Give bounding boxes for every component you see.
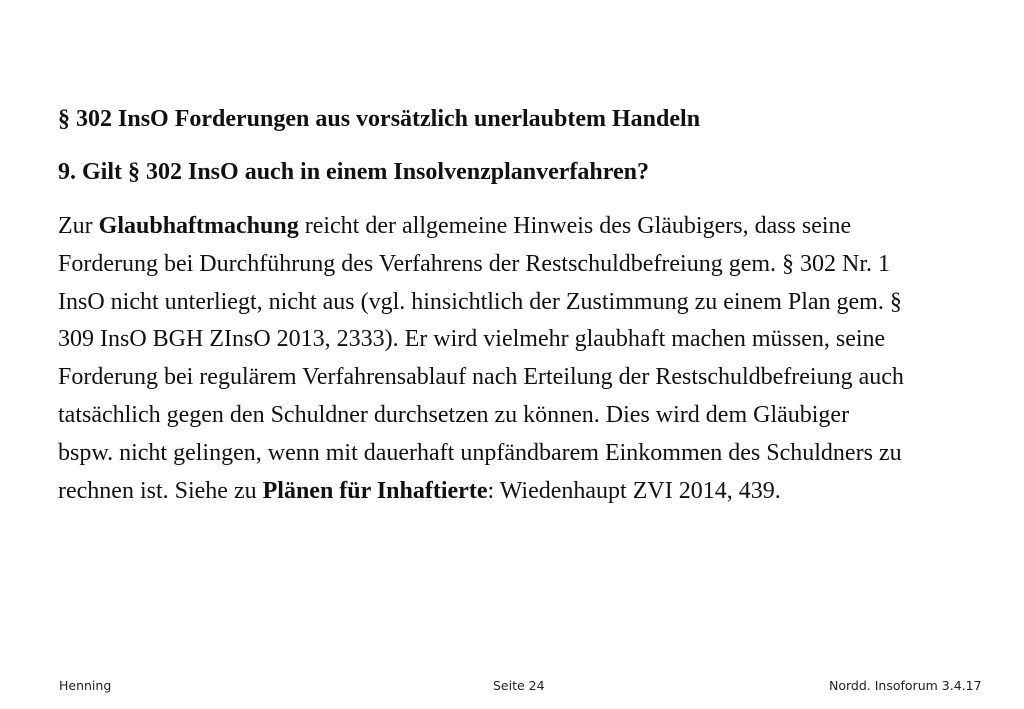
paragraph-line: InsO nicht unterliegt, nicht aus (vgl. hinsichtlich der Zustimmung zu einem Plan gem. § xyxy=(58,288,902,315)
text-span: rechnen ist. Siehe zu xyxy=(58,477,263,504)
paragraph-line: Forderung bei regulärem Verfahrensablauf nach Erteilung der Restschuldbefreiung auch xyxy=(58,364,904,391)
body-paragraph xyxy=(58,208,1008,510)
paragraph-line: 309 InsO BGH ZInsO 2013, 2333). Er wird vielmehr glaubhaft machen müssen, seine xyxy=(58,326,886,353)
footer-event: Nordd. Insoforum 3.4.17 xyxy=(829,678,982,693)
question-heading: 9. Gilt § 302 InsO auch in einem Insolvenzplanverfahren? xyxy=(58,159,649,185)
emphasis-plaene-fuer-inhaftierte: Plänen für Inhaftierte xyxy=(262,477,488,504)
paragraph-line xyxy=(58,208,1008,246)
paragraph-line xyxy=(58,473,1008,511)
paragraph-line: tatsächlich gegen den Schuldner durchsetzen zu können. Dies wird dem Gläubiger xyxy=(58,401,850,428)
text-span: : Wiedenhaupt ZVI 2014, 439. xyxy=(487,477,781,504)
emphasis-glaubhaftmachung: Glaubhaftmachung xyxy=(98,213,299,239)
paragraph-line: Forderung bei Durchführung des Verfahrens der Restschuldbefreiung gem. § 302 Nr. 1 xyxy=(58,250,891,277)
footer-author: Henning xyxy=(59,678,112,693)
slide-heading: § 302 InsO Forderungen aus vorsätzlich unerlaubtem Handeln xyxy=(58,106,701,132)
paragraph-line: bspw. nicht gelingen, wenn mit dauerhaft unpfändbarem Einkommen des Schuldners zu xyxy=(58,439,902,466)
text-span: reicht der allgemeine Hinweis des Gläubigers, dass seine xyxy=(298,213,852,239)
footer-page-number: Seite 24 xyxy=(493,678,545,693)
text-span: Zur xyxy=(58,213,99,239)
